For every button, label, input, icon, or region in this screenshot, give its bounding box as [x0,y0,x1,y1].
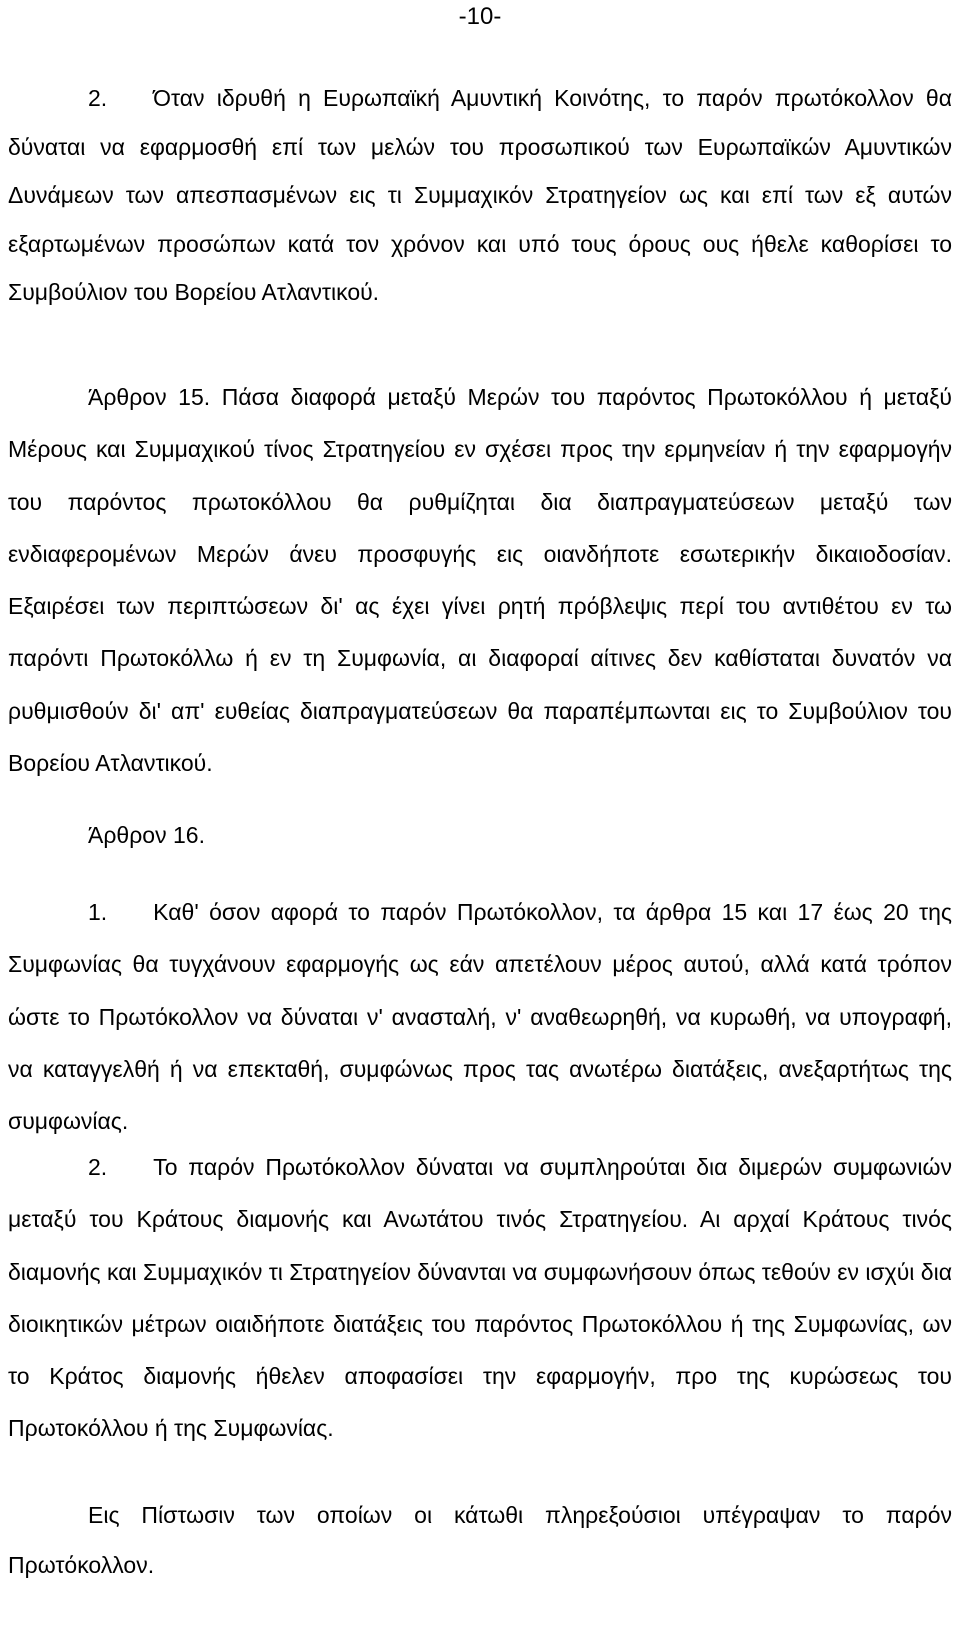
article-16-heading: Άρθρον 16. [88,822,205,848]
paragraph-article-16-1: 1. Καθ' όσον αφορά το παρόν Πρωτόκολλον, τα άρθρα 15 και 17 έως 20 της Συμφωνίας θα τυγχάνουν εφαρμογής ως εάν απετέλουν μέρος αυτού, αλλά κατά τρόπον ώστε το Πρωτόκολλον να δύναται ν' ανασταλή, ν' αναθεωρηθή, να κυρωθή, να υπογραφή, να καταγγελθή ή να επεκταθή, συμφώνως προς τας ανωτέρω διατάξεις, ανεξαρτήτως της συμφωνίας. [8,899,952,1135]
paragraph-in-witness: Εις Πίστωσιν των οποίων οι κάτωθι πληρεξούσιοι υπέγραψαν το παρόν Πρωτόκολλον. [8,1502,952,1579]
paragraph-article-15: Άρθρον 15. Πάσα διαφορά μεταξύ Μερών του παρόντος Πρωτοκόλλου ή μεταξύ Μέρους και Συμμαχικού τίνος Στρατηγείου εν σχέσει προς την ερμηνείαν ή την εφαρμογήν του παρόντος πρωτοκόλλου θα ρυθμίζηται δια διαπραγματεύσεων μεταξύ των ενδιαφερομένων Μερών άνευ προσφυγής εις οιανδήποτε εσωτερικήν δικαιοδοσίαν. Εξαιρέσει των περιπτώσεων δι' ας έχει γίνει ρητή πρόβλεψις περί του αντιθέτου εν τω παρόντι Πρωτοκόλλω ή εν τη Συμφωνία, αι διαφοραί αίτινες δεν καθίσταται δυνατόν να ρυθμισθούν δι' απ' ευθείας διαπραγματεύσεων θα παραπέμπωνται εις το Συμβούλιον του Βορείου Ατλαντικού. [8,384,952,777]
paragraph-edc-clause: 2. Όταν ιδρυθή η Ευρωπαϊκή Αμυντική Κοινότης, το παρόν πρωτόκολλον θα δύναται να εφαρμοσθή επί των μελών του προσωπικού των Ευρωπαϊκών Αμυντικών Δυνάμεων των απεσπασμένων εις τι Συμμαχικόν Στρατηγείον ως και επί των εξ αυτών εξαρτωμένων προσώπων κατά τον χρόνον και υπό τους όρους ους ήθελε καθορίσει το Συμβούλιον του Βορείου Ατλαντικού. [8,85,952,306]
page-number: -10- [458,3,502,30]
paragraph-article-16-2: 2. Το παρόν Πρωτόκολλον δύναται να συμπληρούται δια διμερών συμφωνιών μεταξύ του Κράτους διαμονής και Ανωτάτου τινός Στρατηγείου. Αι αρχαί Κράτους τινός διαμονής και Συμμαχικόν τι Στρατηγείον δύνανται να συμφωνήσουν όπως τεθούν εν ισχύι δια διοικητικών μέτρων οιαιδήποτε διατάξεις του παρόντος Πρωτοκόλλου ή της Συμφωνίας, ων το Κράτος διαμονής ήθελεν αποφασίσει την εφαρμογήν, προ της κυρώσεως του Πρωτοκόλλου ή της Συμφωνίας. [8,1154,953,1442]
